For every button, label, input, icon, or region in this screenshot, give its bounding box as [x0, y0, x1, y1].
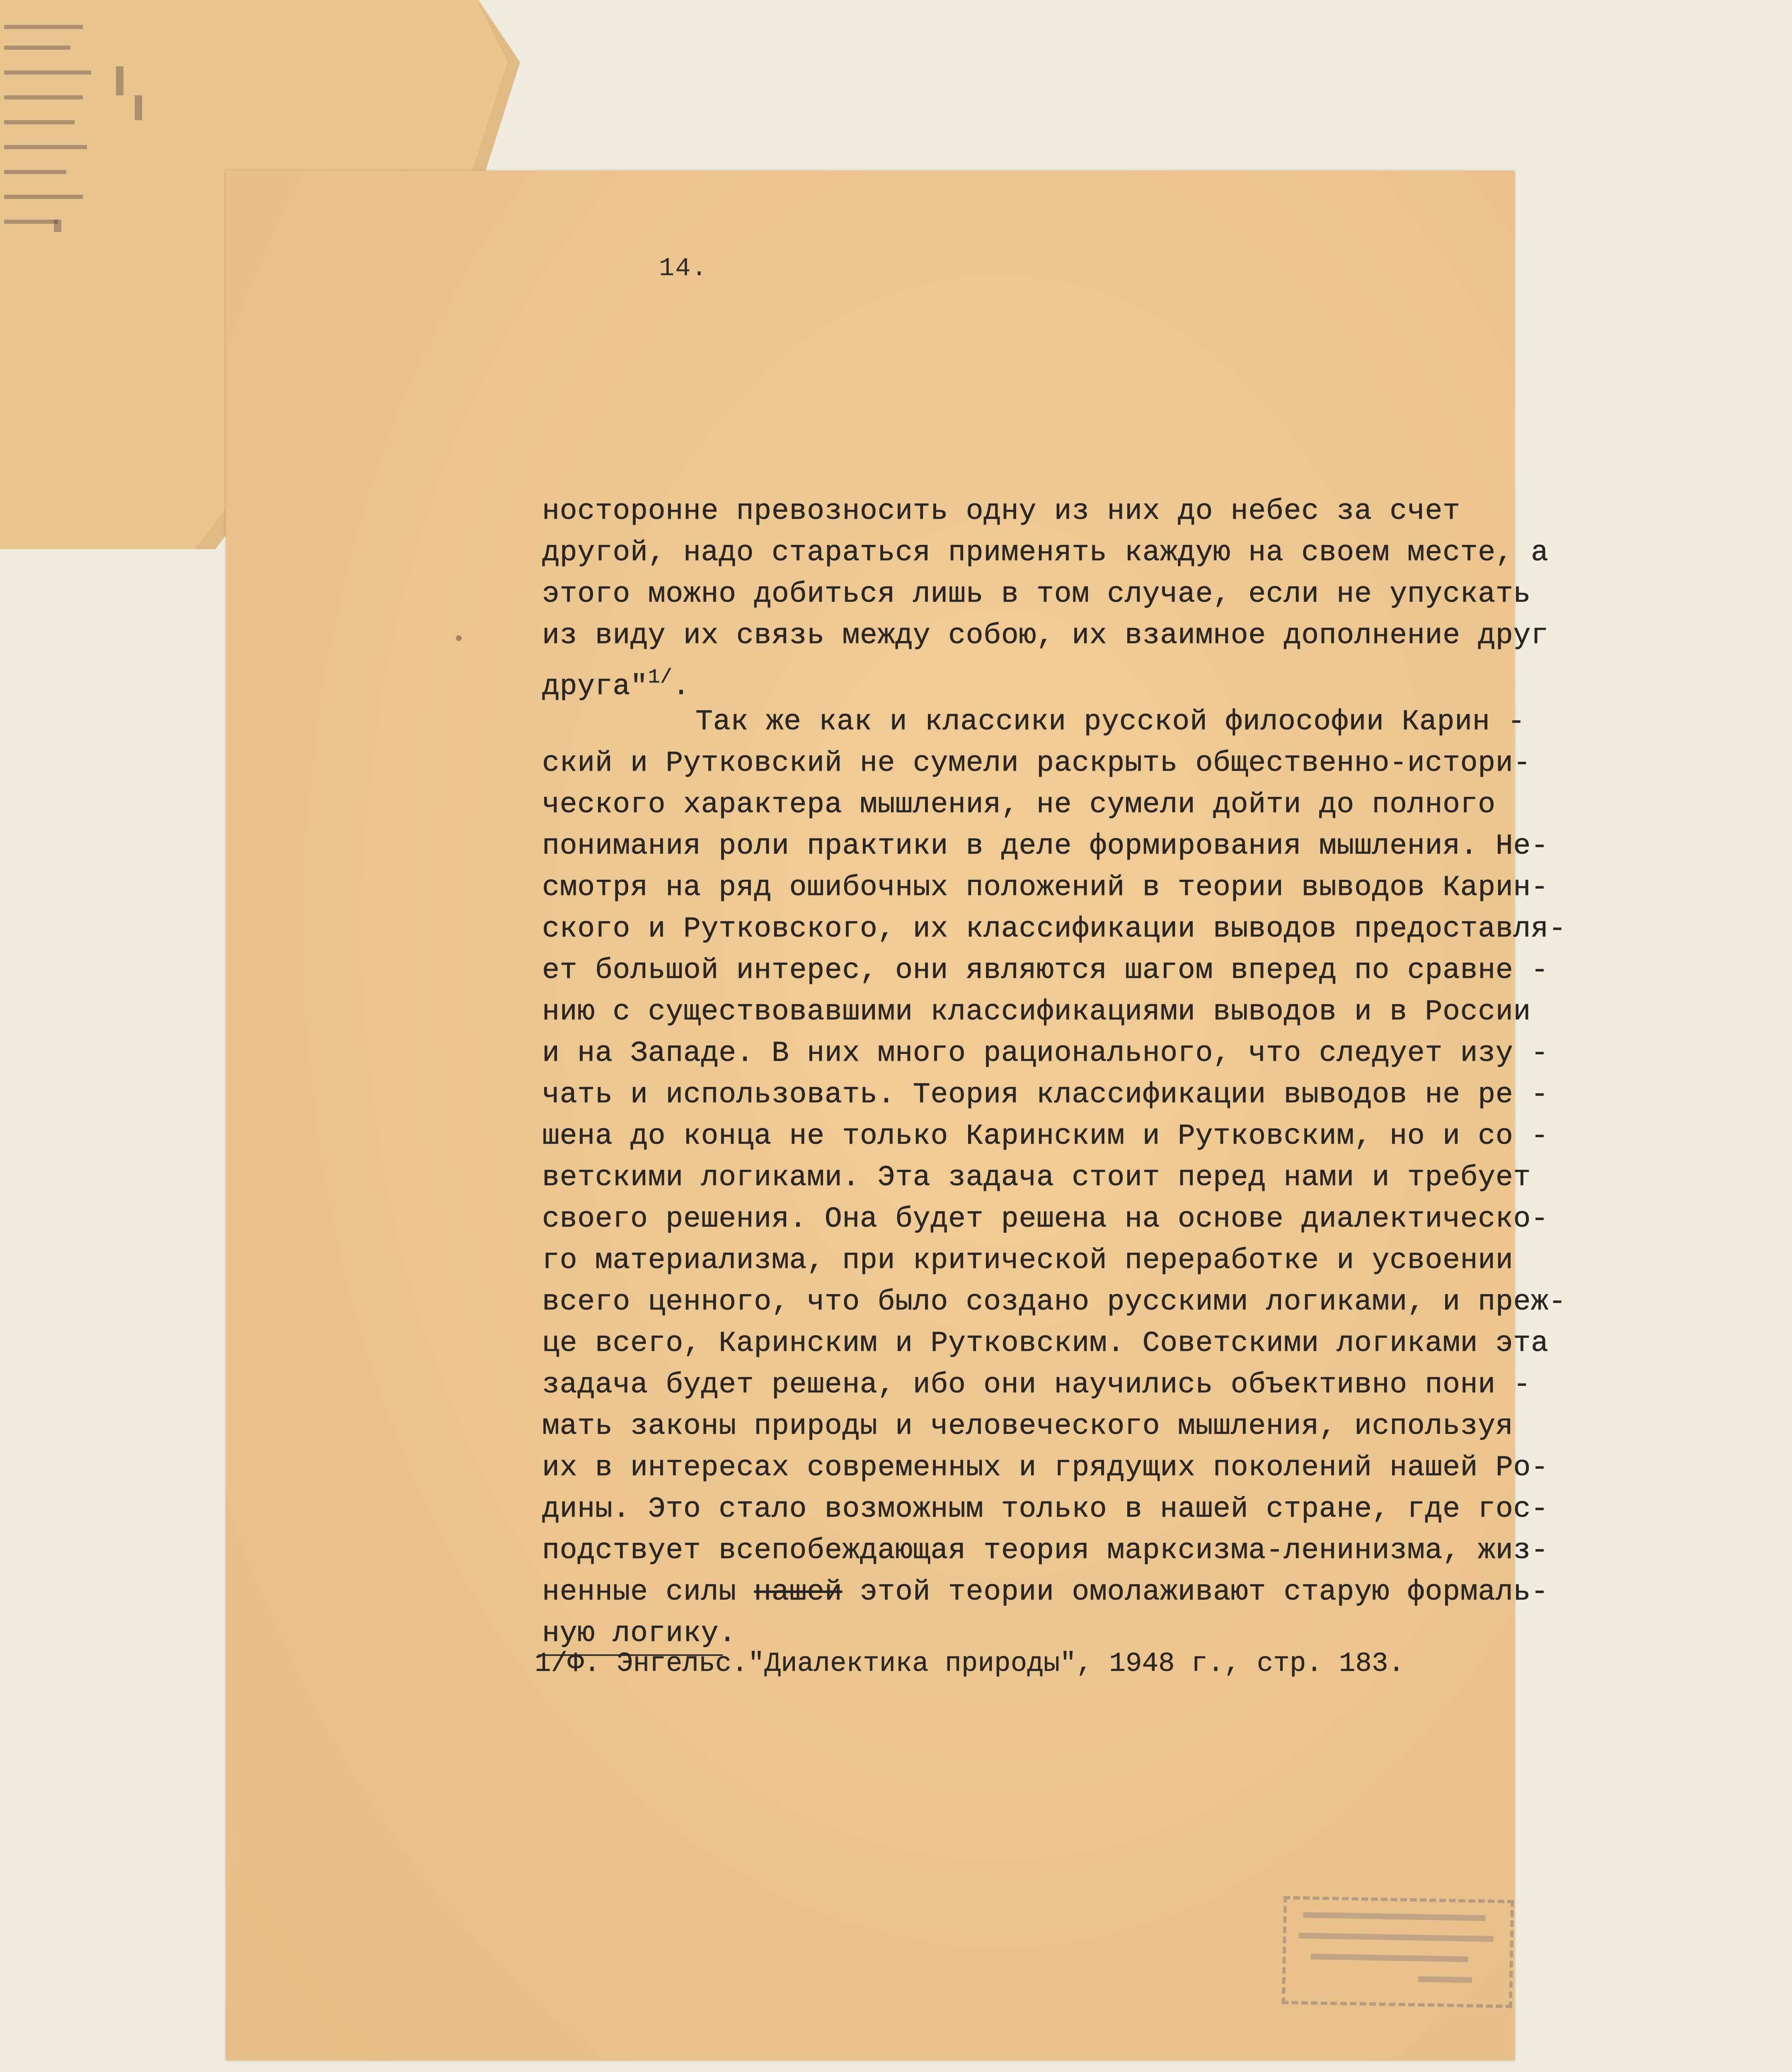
page-number: 14.	[659, 254, 708, 283]
paragraph-main	[542, 702, 1567, 1655]
text-line: го материализма, при критической переработке и усвоении	[542, 1244, 1514, 1277]
text-line: ную логику.	[542, 1617, 736, 1650]
text-line: мать законы природы и человеческого мышления, используя	[542, 1410, 1514, 1443]
text-line: дины. Это стало возможным только в нашей стране, где гос-	[542, 1493, 1549, 1526]
text-line	[542, 657, 1508, 703]
struck-word: нашей	[754, 1576, 843, 1609]
text-line	[542, 1572, 1549, 1613]
text-fragment: этой теории омолаживают старую формаль-	[860, 1576, 1549, 1609]
text-line: и на Западе. В них много рационального, что следует изу -	[542, 1037, 1549, 1070]
stamp-mark	[1299, 1933, 1494, 1942]
stamp-mark	[1303, 1912, 1485, 1921]
text-line: ский и Рутковский не сумели раскрыть общественно-истори-	[542, 747, 1531, 780]
footnote-text: 1/Ф. Энгельс."Диалектика природы", 1948 г., стр. 183.	[535, 1648, 1405, 1679]
text-line: задача будет решена, ибо они научились объективно пони -	[542, 1369, 1531, 1402]
footnote-reference: 1/	[648, 666, 673, 689]
text-line: ческого характера мышления, не сумели дойти до полного	[542, 789, 1496, 821]
text-line: ского и Рутковского, их классификации выводов предоставля-	[542, 913, 1567, 946]
text-line: шена до конца не только Каринским и Рутковским, но и со -	[542, 1120, 1549, 1153]
stamp-mark	[1418, 1976, 1472, 1983]
text-line: другой, надо стараться применять каждую на своем месте, а	[542, 537, 1549, 569]
text-line: этого можно добиться лишь в том случае, если не упускать	[542, 578, 1531, 611]
text-line: своего решения. Она будет решена на основе диалектическо-	[542, 1203, 1549, 1236]
stamp-mark	[1311, 1953, 1468, 1962]
text-fragment: .	[672, 670, 690, 703]
text-line: ветскими логиками. Эта задача стоит перед нами и требует	[542, 1162, 1531, 1194]
text-line: чать и использовать. Теория классификации выводов не ре -	[542, 1079, 1549, 1111]
text-line: носторонне превозносить одну из них до небес за счет	[542, 495, 1460, 528]
text-fragment: друга"	[542, 670, 648, 703]
text-line: их в интересах современных и грядущих поколений нашей Ро-	[542, 1452, 1549, 1484]
text-fragment: ненные силы	[542, 1576, 736, 1609]
text-line: Так же как и классики русской философии Карин -	[695, 706, 1526, 738]
text-line: из виду их связь между собою, их взаимное дополнение друг	[542, 620, 1549, 652]
archive-stamp	[1282, 1896, 1514, 2008]
text-line: нию с существовавшими классификациями выводов и в России	[542, 996, 1531, 1029]
text-line: подствует всепобеждающая теория марксизма-ленинизма, жиз-	[542, 1535, 1549, 1567]
text-line: це всего, Каринским и Рутковским. Советскими логиками эта	[542, 1327, 1549, 1360]
text-line: всего ценного, что было создано русскими логиками, и преж-	[542, 1286, 1567, 1319]
text-line: смотря на ряд ошибочных положений в теории выводов Карин-	[542, 871, 1549, 904]
text-line: понимания роли практики в деле формирования мышления. Не-	[542, 830, 1549, 863]
paragraph-continued	[542, 491, 1549, 703]
speck	[456, 635, 462, 641]
text-line: ет большой интерес, они являются шагом вперед по сравне -	[542, 954, 1549, 987]
